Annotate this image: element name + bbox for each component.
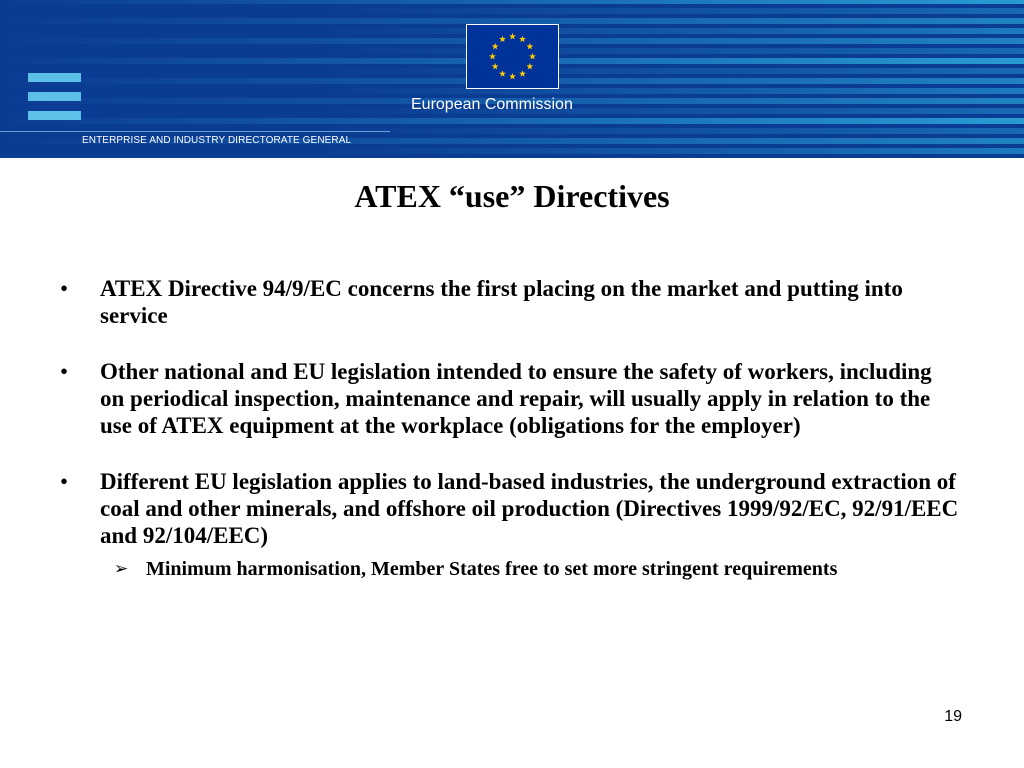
bullet-item: [60, 275, 960, 329]
page-number: 19: [944, 708, 962, 725]
flag-star: [499, 36, 506, 43]
bullet-marker: •: [60, 469, 69, 494]
flag-star: [519, 70, 526, 77]
arrow-bullet-icon: ➢: [114, 559, 129, 579]
bullet-text: Different EU legislation applies to land-based industries, the underground extraction of coal and other minerals, and offshore oil production (Directives 1999/92/EC, 92/91/EEC and 92/104/EEC): [100, 469, 959, 548]
sub-bullet-list: [100, 557, 960, 581]
slide-title: ATEX “use” Directives: [354, 178, 670, 214]
flag-star: [492, 43, 499, 50]
organization-name: European Commission: [411, 96, 573, 113]
bullet-text: ATEX Directive 94/9/EC concerns the first placing on the market and putting into service: [100, 276, 903, 328]
flag-star: [509, 73, 516, 80]
sub-bullet-item: [100, 557, 960, 581]
divider: [0, 131, 390, 132]
header-banner: [0, 0, 1024, 158]
flag-star: [509, 33, 516, 40]
bullet-item: [60, 358, 960, 439]
flag-star: [529, 53, 536, 60]
flag-star: [519, 36, 526, 43]
directorate-name: ENTERPRISE AND INDUSTRY DIRECTORATE GENERAL: [82, 135, 352, 146]
bullet-item: [60, 468, 960, 581]
bullet-list: [60, 275, 960, 610]
bullet-text: Other national and EU legislation intended to ensure the safety of workers, including on periodical inspection, maintenance and repair, will usually apply in relation to the use of ATEX equipment at the workplace (obligations for the employer): [100, 359, 932, 438]
sub-bullet-text: Minimum harmonisation, Member States free to set more stringent requirements: [146, 558, 838, 580]
flag-star: [526, 63, 533, 70]
bullet-marker: •: [60, 359, 69, 384]
eu-flag-icon: [467, 25, 558, 88]
flag-star: [489, 53, 496, 60]
flag-star: [499, 70, 506, 77]
flag-star: [492, 63, 499, 70]
bullet-marker: •: [60, 276, 69, 301]
flag-star: [526, 43, 533, 50]
